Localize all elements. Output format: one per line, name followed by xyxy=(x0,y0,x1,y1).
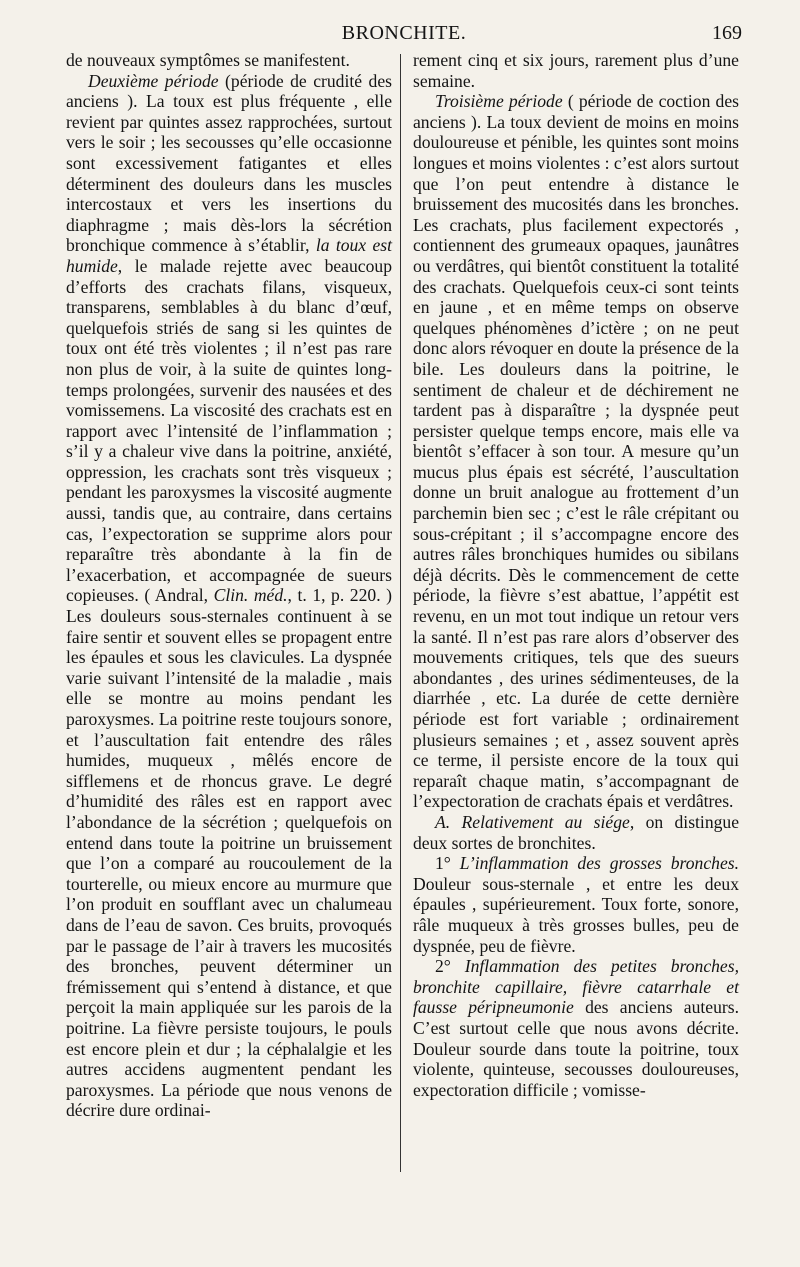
paragraph-continuation xyxy=(413,50,739,91)
paragraph-text: des anciens auteurs. C’est surtout celle que nous avons décrite. Douleur sourde dans toute la poitrine, toux violente, quinteuse, secousses douloureuses, expectoration difficile ; vomisse- xyxy=(413,997,740,1100)
citation-title: Clin. méd. xyxy=(213,585,288,606)
page-header xyxy=(66,20,742,50)
paragraph-text: , le malade rejette avec beaucoup d’efforts des crachats filans, visqueux, transparens, semblables à du blanc d’œuf, quelquefois striés de sang si les quintes de toux ont été très violentes ; il n’est pas rare non plus de voir, à la suite de quintes long-temps prolongées, survenir des nausées et des vomissemens. La viscosité des crachats est en rapport avec l’intensité de l’inflammation ; s’il y a chaleur vive dans la poitrine, anxiété, oppression, les crachats sont très visqueux ; pendant les paroxysmes la viscosité augmente aussi, tandis que, au contraire, dans certains cas, l’expectoration se supprime alors pour reparaître très abondante à la fin de l’exacerbation, et accompagnée de sueurs copieuses. ( Andral, xyxy=(66,255,392,606)
right-column xyxy=(413,50,739,1100)
paragraph-text: , on distingue deux sortes de bronchites. xyxy=(413,811,740,853)
column-divider xyxy=(400,54,401,1172)
italic-phrase: la toux est humide xyxy=(66,235,392,276)
section-heading-italic: Deuxième période xyxy=(88,70,219,91)
paragraph-troisieme-periode xyxy=(413,91,739,812)
page-number: 169 xyxy=(712,22,742,44)
section-heading-italic: Relativement au siége xyxy=(461,811,630,832)
paragraph-text: , t. 1, p. 220. ) Les douleurs sous-sternales continuent à se faire sentir et souvent elles se propagent entre les épaules et sous les clavicules. La dyspnée varie suivant l’intensité de la maladie , mais elle se montre au moins pendant les paroxysmes. La poitrine reste toujours sonore, et l’auscultation fait entendre des râles humides, muqueux , mêlés encore de sifflemens et de rhoncus grave. Le degré d’humidité des râles est en rapport avec l’abondance de la sécrétion ; quelquefois on entend dans toute la poitrine un bruissement que l’on a comparé au roucoulement de la tourterelle, ou mieux encore au murmure que l’on produit en soufflant avec un chalumeau dans de l’eau de savon. Ces bruits, provoqués par le passage de l’air à travers les mucosités des bronches, peuvent déterminer un frémissement qui s’entend à distance, et que perçoit la main appliquée sur les parois de la poitrine. La fièvre persiste toujours, le pouls est encore plein et dur ; la céphalalgie et les autres accidens augmentent pendant les paroxysmes. La période que nous venons de décrire dure ordinai- xyxy=(66,585,392,1121)
section-heading-italic: Troisième période xyxy=(435,91,563,112)
paragraph-text: rement cinq et six jours, rarement plus d’une semaine. xyxy=(413,50,739,91)
section-heading-italic: Inflammation des petites bronches, bronchite capillaire, fièvre catarrhale et fausse péripneumonie xyxy=(413,956,739,1018)
section-heading-italic: L’inflammation des grosses bronches. xyxy=(459,853,740,874)
paragraph-deuxieme-periode xyxy=(66,71,392,1121)
paragraph-continuation xyxy=(66,50,392,71)
paragraph-text: ( période de coction des anciens ). La toux devient de moins en moins douloureuse et pénible, les quintes sont moins longues et moins violentes : c’est alors surtout que l’on peut entendre à distance le bruissement des mucosités dans les bronches. Les crachats, plus facilement expectorés , contiennent des grumeaux opaques, jaunâtres ou verdâtres, qui bientôt constituent la totalité des crachats. Quelquefois ceux-ci sont teints en jaune , et en même temps on observe quelques phénomènes d’ictère ; on ne peut donc alors révoquer en doute la présence de la bile. Les douleurs dans la poitrine, le sentiment de chaleur et de déchirement ne tardent pas à disparaître ; la dyspnée peut persister quelque temps encore, mais elle va bientôt s’effacer à son tour. A mesure qu’un mucus plus épais est sécrété, l’auscultation donne un bruit analogue au frottement d’un parchemin bien sec ; c’est le râle crépitant ou sous-crépitant ; il s’accompagne encore des autres râles bronchiques humides ou sibilans déjà décrits. Dès le commencement de cette période, la fièvre s’est abattue, l’appétit est revenu, en un mot tout indique un retour vers la santé. Il n’est pas rare alors d’observer des mouvements critiques, tels que des sueurs abondantes , des urines sédimenteuses, de la diarrhée , etc. La durée de cette dernière période est fort variable ; ordinairement plusieurs semaines ; et , assez souvent après ce terme, il persiste encore de la toux qui reparaît chaque matin, s’accompagnant de l’expectoration de crachats épais et verdâtres. xyxy=(413,91,739,812)
list-marker: 1° xyxy=(435,853,460,874)
paragraph-text: (période de crudité des anciens ). La toux est plus fréquente , elle revient par quintes assez rapprochées, surtout vers le soir ; les secousses qu’elle occasionne sont excessivement fatigantes et elles déterminent des douleurs dans les muscles intercostaux et vers les insertions du diaphragme ; mais dès-lors la sécrétion bronchique commence à s’établir, xyxy=(66,70,392,256)
paragraph-text: Douleur sous-sternale , et entre les deux épaules , supérieurement. Toux forte, sonore, râle muqueux à très grosses bulles, peu de dyspnée, peu de fièvre. xyxy=(413,873,739,956)
running-head: BRONCHITE. xyxy=(341,22,467,44)
paragraph-siege xyxy=(413,812,739,853)
paragraph-grosses-bronches xyxy=(413,853,739,956)
list-marker: A. xyxy=(435,811,462,832)
paragraph-text: de nouveaux symptômes se manifestent. xyxy=(66,50,350,70)
left-column xyxy=(66,50,392,1121)
paragraph-petites-bronches xyxy=(413,956,739,1100)
list-marker: 2° xyxy=(435,956,465,977)
